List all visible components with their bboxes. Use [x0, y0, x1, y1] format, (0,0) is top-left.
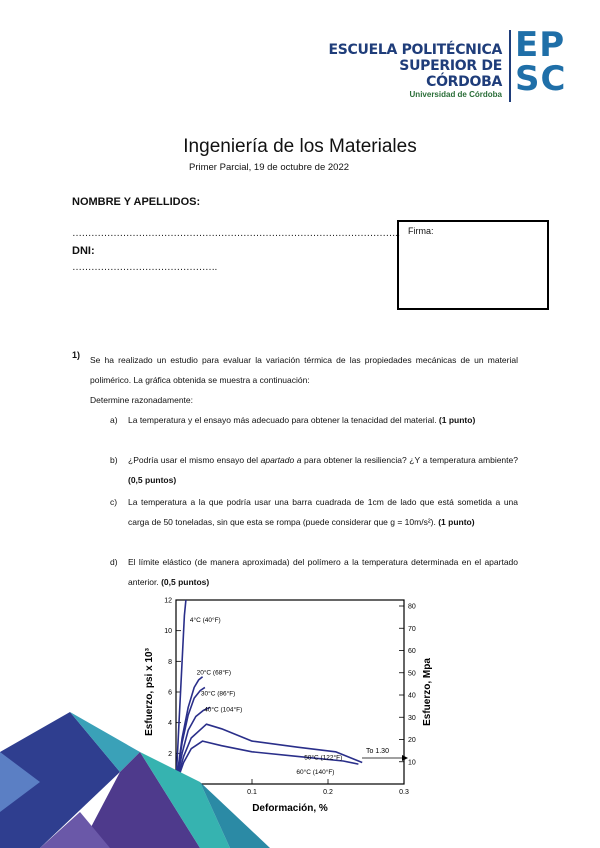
- logo-letters-bottom: SC: [515, 59, 567, 99]
- item-text: [128, 410, 518, 430]
- logo-letters-top: EP: [515, 25, 566, 65]
- item-points: (0,5 puntos): [128, 475, 177, 485]
- y2-tick-label: 50: [408, 670, 416, 678]
- question-number: 1): [72, 350, 81, 360]
- dni-fill-line: ……………………………………….: [72, 262, 217, 273]
- item-text-part: El límite elástico (de manera aproximada) del polímero a la temperatura determinada en el apartado anterior.: [128, 557, 518, 587]
- series-label: 60°C (140°F): [296, 769, 335, 777]
- item-points: (0,5 puntos): [161, 577, 210, 587]
- item-text-part: La temperatura a la que podría usar una barra cuadrada de 1cm de lado que está sometida a una carga de 50 toneladas, sin que esta se rompa (puede considerar que g = 10m/s²).: [128, 497, 518, 527]
- name-fill-line: …………………………………………………………………………………………..: [72, 228, 400, 239]
- item-points: (1 punto): [438, 517, 475, 527]
- series-label: 4°C (40°F): [189, 617, 221, 624]
- x-tick-label: 0.1: [247, 789, 257, 796]
- y2-tick-label: 40: [408, 692, 416, 700]
- decorative-corner: [0, 712, 270, 848]
- y-tick-label: 10: [164, 628, 172, 636]
- epsc-logo: [515, 25, 585, 99]
- y2-tick-label: 70: [408, 625, 416, 633]
- x-axis-label: Deformación, %: [252, 803, 328, 814]
- logo-line-1: ESCUELA POLITÉCNICA: [328, 42, 502, 58]
- series-label: 30°C (86°F): [200, 690, 236, 698]
- item-text: [128, 492, 518, 532]
- y-axis-label: Esfuerzo, psi x 10³: [144, 648, 155, 736]
- item-text-part: La temperatura y el ensayo más adecuado para obtener la tenacidad del material.: [128, 415, 439, 425]
- y2-axis-label: Esfuerzo, Mpa: [422, 658, 433, 726]
- item-letter: c): [110, 497, 118, 507]
- logo-line-2: SUPERIOR DE CÓRDOBA: [399, 58, 502, 90]
- exam-subtitle: Primer Parcial, 19 de octubre de 2022: [189, 162, 350, 173]
- item-text: [128, 450, 518, 490]
- y-tick-label: 4: [168, 720, 172, 728]
- y-tick-label: 8: [168, 658, 172, 666]
- exam-title: Ingeniería de los Materiales: [183, 136, 417, 157]
- x-tick-label: 0.2: [323, 789, 333, 796]
- question-determine: Determine razonadamente:: [90, 395, 194, 405]
- item-points: (1 punto): [438, 415, 476, 425]
- name-label: NOMBRE Y APELLIDOS:: [72, 196, 201, 208]
- item-letter: d): [110, 557, 118, 567]
- y2-tick-label: 60: [408, 648, 416, 656]
- school-logo-text: [322, 42, 502, 100]
- logo-divider: [509, 30, 511, 102]
- y-tick-label: 12: [164, 597, 172, 605]
- series-label: 50°C (122°F): [304, 754, 343, 762]
- y2-tick-label: 30: [408, 714, 416, 722]
- signature-label: Firma:: [408, 226, 434, 236]
- series-label: 20°C (68°F): [196, 669, 232, 677]
- item-text: [128, 552, 518, 592]
- chart-annotation: To 1.30: [366, 748, 389, 755]
- question-intro: Se ha realizado un estudio para evaluar la variación térmica de las propiedades mecánicas de un material polimérico. La gráfica obtenida se muestra a continuación:: [90, 355, 518, 385]
- y2-tick-label: 20: [408, 737, 416, 745]
- item-letter: a): [110, 415, 118, 425]
- y-tick-label: 6: [168, 689, 172, 697]
- y2-tick-label: 10: [408, 759, 416, 767]
- y2-tick-label: 80: [408, 603, 416, 611]
- series-label: 40°C (104°F): [204, 706, 243, 714]
- logo-line-3: Universidad de Córdoba: [409, 90, 502, 99]
- dni-label: DNI:: [72, 245, 95, 257]
- item-italic-ref: apartado a: [260, 455, 302, 465]
- x-tick-label: 0.3: [399, 789, 409, 796]
- item-text-part: ¿Podría usar el mismo ensayo del: [128, 455, 261, 465]
- item-letter: b): [110, 455, 118, 465]
- item-text-part: para obtener la resiliencia? ¿Y a temperatura ambiente?: [301, 455, 518, 465]
- y-tick-label: 2: [168, 750, 172, 758]
